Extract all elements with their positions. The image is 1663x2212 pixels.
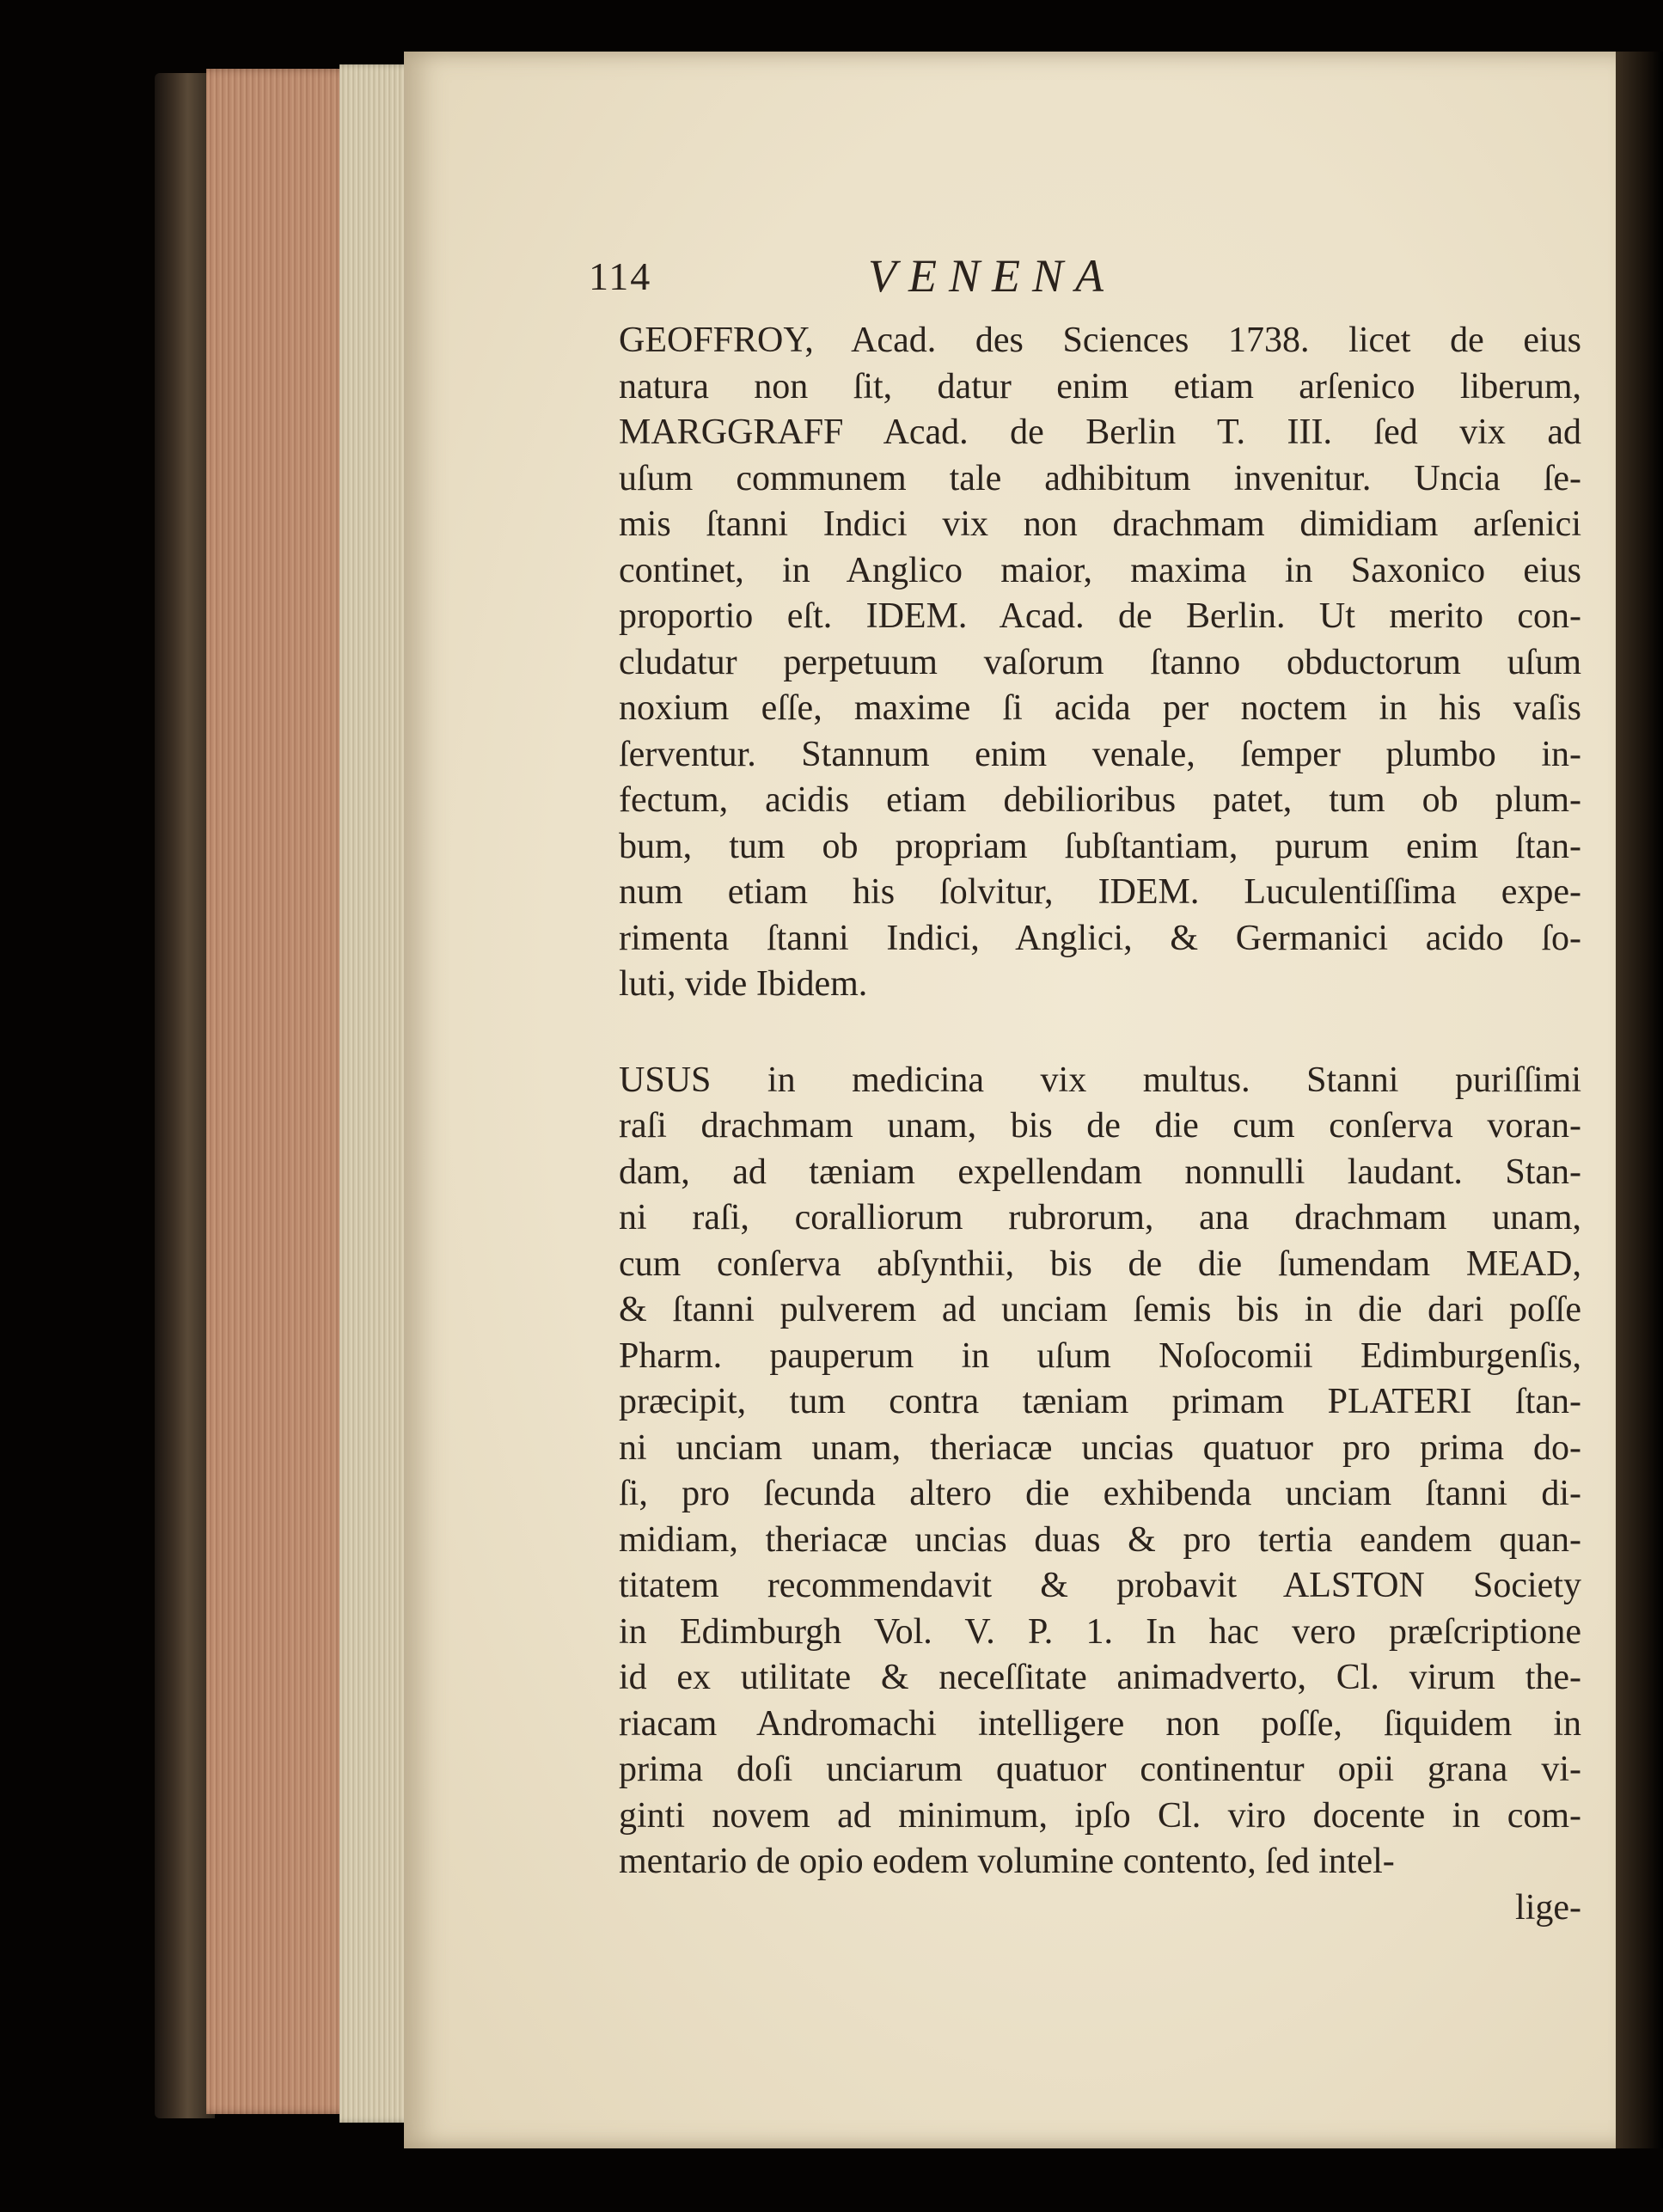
text-line: id ex utilitate & neceſſitate animadverto, Cl. virum the- bbox=[619, 1658, 1581, 1697]
gutter-shadow bbox=[1616, 52, 1663, 2148]
text-line: proportio eſt. IDEM. Acad. de Berlin. Ut merito con- bbox=[619, 596, 1581, 636]
text-line: prima doſi unciarum quatuor continentur opii grana vi- bbox=[619, 1750, 1581, 1789]
page-header bbox=[589, 241, 1581, 318]
text-line: num etiam his ſolvitur, IDEM. Luculentiſſima expe- bbox=[619, 872, 1581, 912]
text-line: dam, ad tæniam expellendam nonnulli laudant. Stan- bbox=[619, 1152, 1581, 1192]
text-line: Pharm. pauperum in uſum Noſocomii Edimburgenſis, bbox=[619, 1335, 1581, 1376]
book-page bbox=[404, 52, 1633, 2148]
text-line: & ſtanni pulverem ad unciam ſemis bis in die dari poſſe bbox=[619, 1290, 1581, 1329]
text-line: GEOFFROY, Acad. des Sciences 1738. licet de eius bbox=[619, 321, 1581, 360]
text-line: noxium eſſe, maxime ſi acida per noctem in his vaſis bbox=[619, 688, 1581, 728]
text-line: ni raſi, coralliorum rubrorum, ana drachmam unam, bbox=[619, 1198, 1581, 1237]
text-line: cludatur perpetuum vaſorum ſtanno obductorum uſum bbox=[619, 642, 1581, 682]
text-line: ſi, pro ſecunda altero die exhibenda unciam ſtanni di- bbox=[619, 1474, 1581, 1513]
text-block bbox=[589, 241, 1581, 1931]
text-line: MARGGRAFF Acad. de Berlin T. III. ſed vix ad bbox=[619, 412, 1581, 452]
text-line: rimenta ſtanni Indici, Anglici, & Germanici acido ſo- bbox=[619, 918, 1581, 958]
paragraph-2 bbox=[619, 1058, 1581, 1885]
page-number: 114 bbox=[589, 254, 652, 298]
text-line: præcipit, tum contra tæniam primam PLATERI ſtan- bbox=[619, 1382, 1581, 1421]
text-line: raſi drachmam unam, bis de die cum conſerva voran- bbox=[619, 1106, 1581, 1146]
text-line: titatem recommendavit & probavit ALSTON Society bbox=[619, 1566, 1581, 1605]
paragraph-1 bbox=[619, 318, 1581, 1008]
text-line: natura non ſit, datur enim etiam arſenico liberum, bbox=[619, 366, 1581, 406]
text-line: mentario de opio eodem volumine contento, ſed intel- bbox=[619, 1842, 1395, 1881]
text-line: riacam Andromachi intelligere non poſſe, ſiquidem in bbox=[619, 1703, 1581, 1744]
text-line: fectum, acidis etiam debilioribus patet, tum ob plum- bbox=[619, 780, 1581, 820]
text-line: continet, in Anglico maior, maxima in Saxonico eius bbox=[619, 550, 1581, 590]
text-line: mis ſtanni Indici vix non drachmam dimidiam arſenici bbox=[619, 504, 1581, 544]
catchword: lige- bbox=[1515, 1887, 1581, 1928]
running-head: VENENA bbox=[868, 250, 1116, 302]
text-line: cum conſerva abſynthii, bis de die ſumendam MEAD, bbox=[619, 1243, 1581, 1284]
text-line: midiam, theriacæ uncias duas & pro tertia eandem quan- bbox=[619, 1519, 1581, 1560]
text-line: ſerventur. Stannum enim venale, ſemper plumbo in- bbox=[619, 734, 1581, 774]
text-line: ginti novem ad minimum, ipſo Cl. viro docente in com- bbox=[619, 1795, 1581, 1836]
text-line: USUS in medicina vix multus. Stanni puriſſimi bbox=[619, 1060, 1581, 1100]
text-line: ni unciam unam, theriacæ uncias quatuor pro prima do- bbox=[619, 1427, 1581, 1468]
text-line: bum, tum ob propriam ſubſtantiam, purum enim ſtan- bbox=[619, 826, 1581, 866]
text-line: uſum communem tale adhibitum invenitur. Uncia ſe- bbox=[619, 458, 1581, 498]
text-line: luti, vide Ibidem. bbox=[619, 964, 868, 1004]
text-line: in Edimburgh Vol. V. P. 1. In hac vero præſcriptione bbox=[619, 1611, 1581, 1652]
